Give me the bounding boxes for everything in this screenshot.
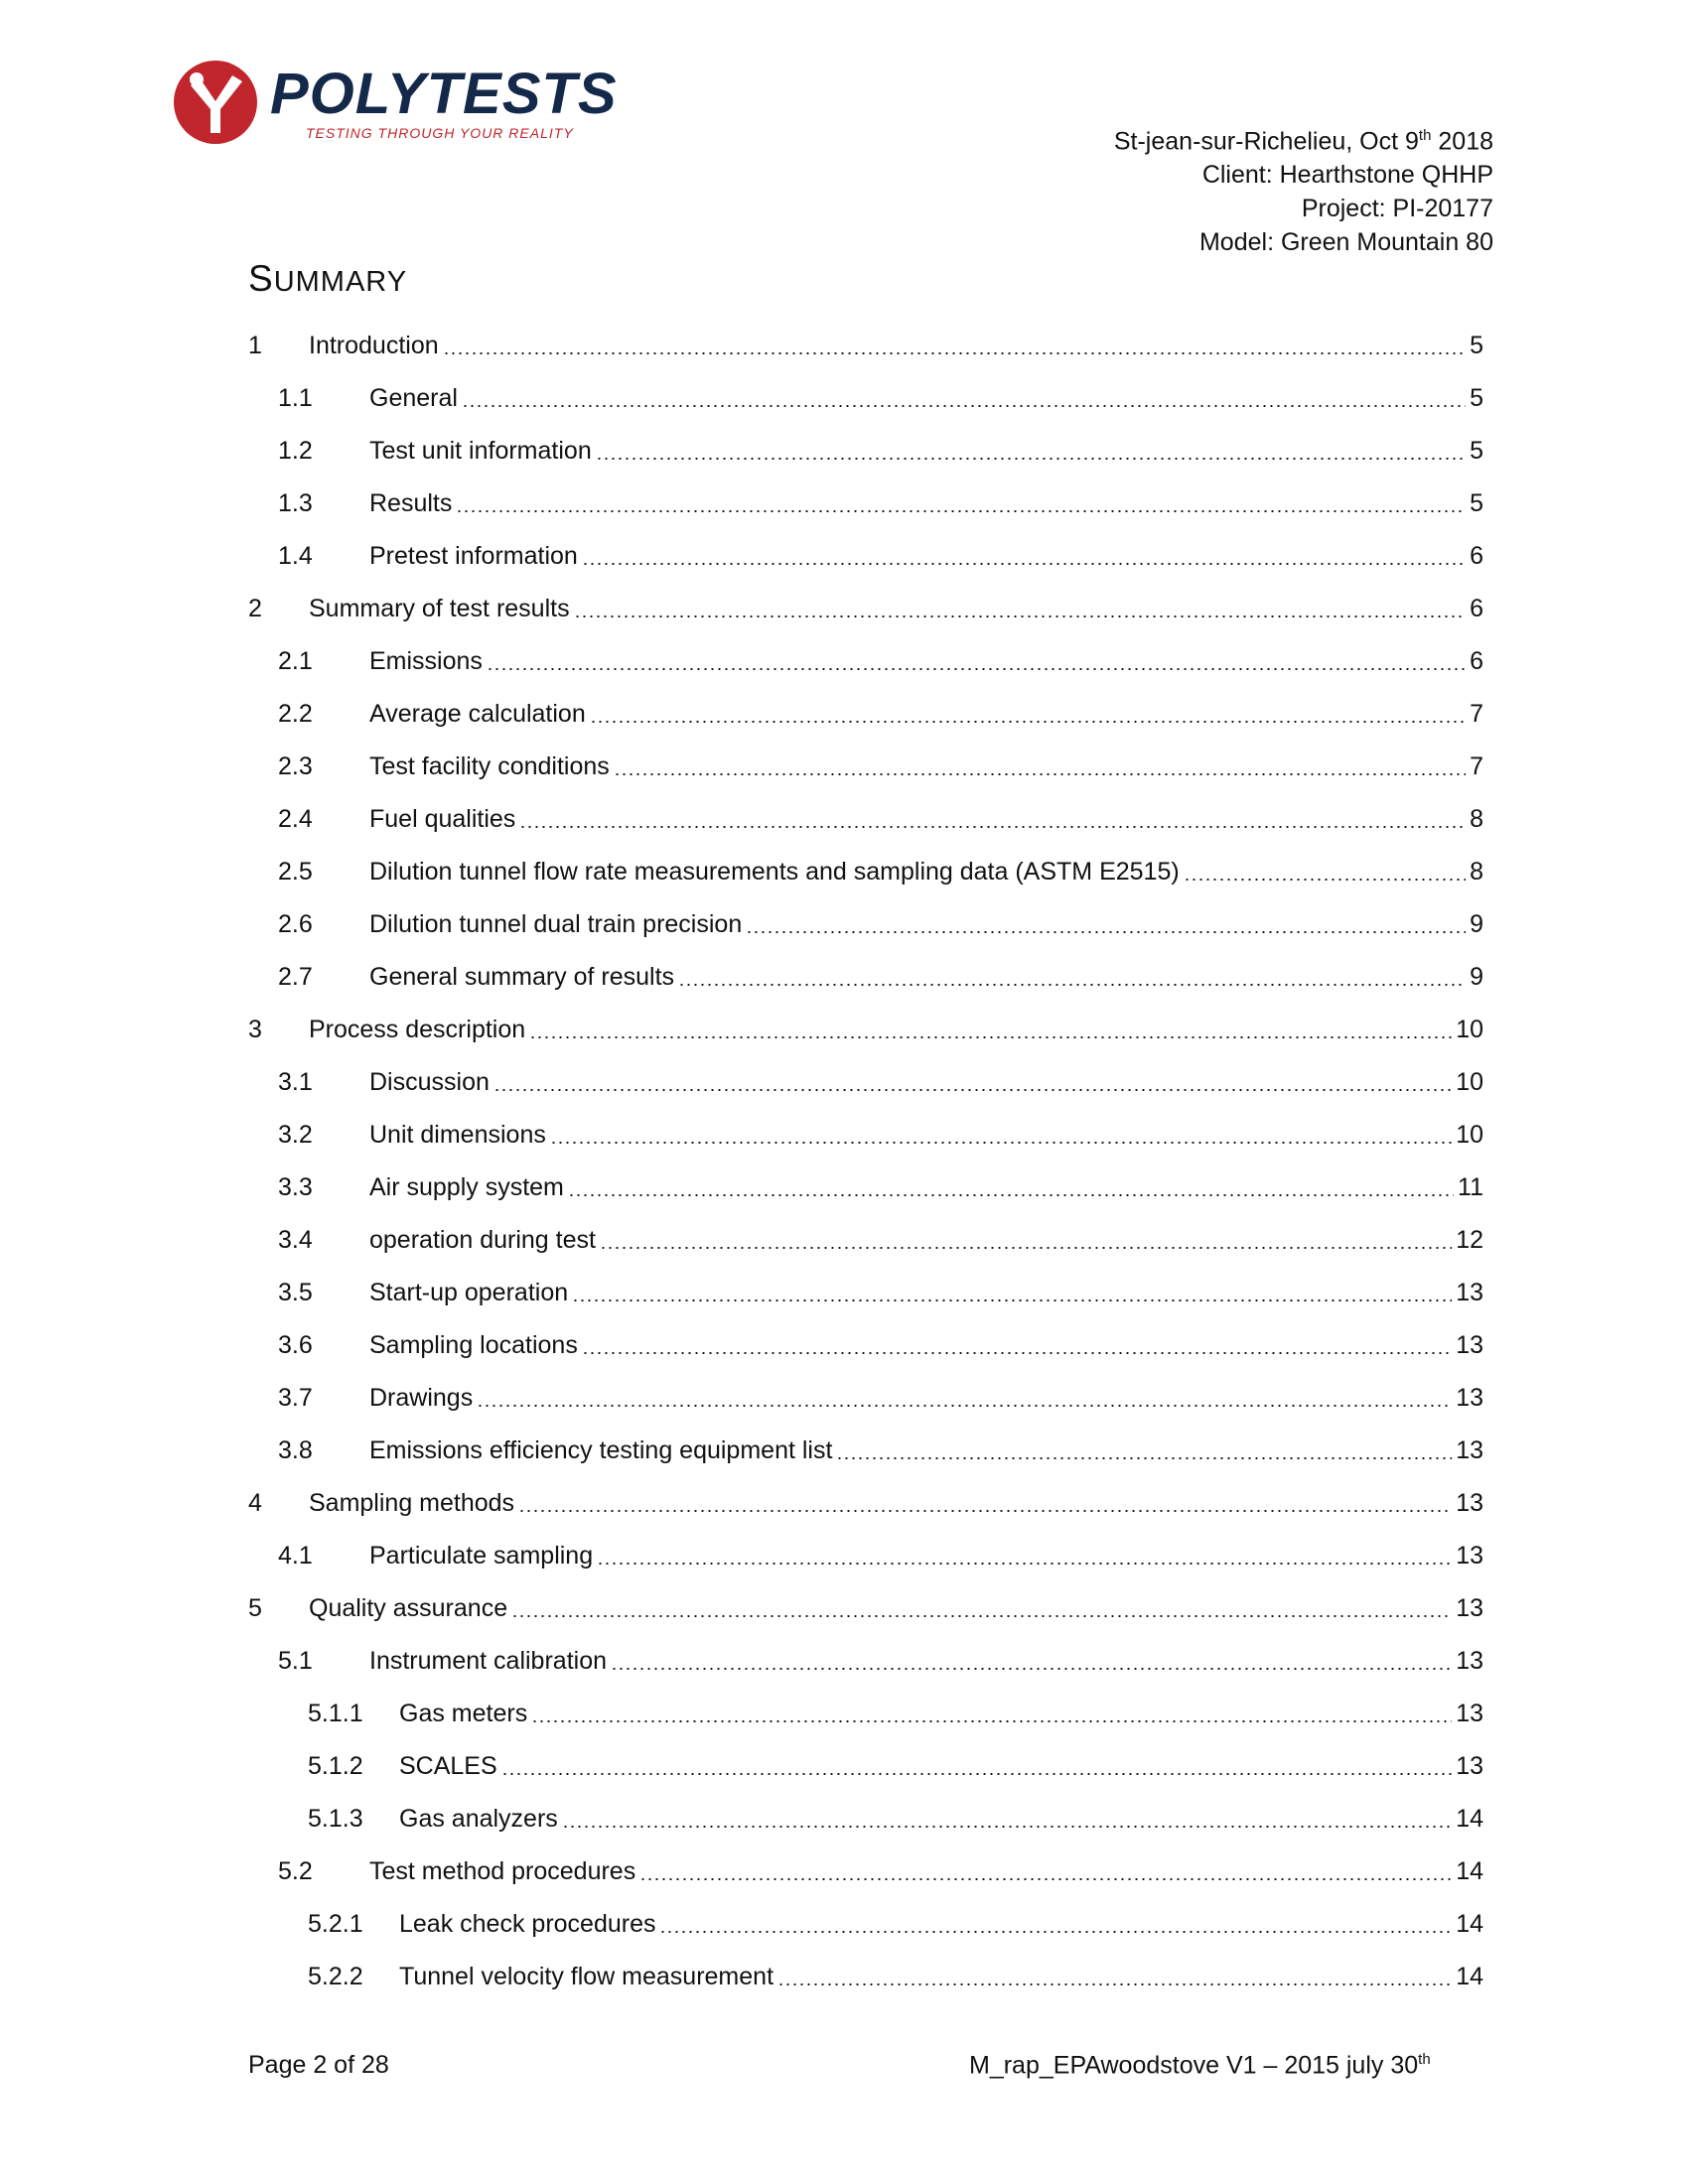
toc-entry-title: Emissions bbox=[369, 647, 483, 675]
toc-entry-title: Test unit information bbox=[369, 437, 592, 465]
toc-entry-number: 1.2 bbox=[278, 437, 313, 465]
header-info bbox=[1114, 119, 1493, 259]
toc-entry-number: 3 bbox=[248, 1016, 262, 1043]
toc-entry-title: Sampling locations bbox=[369, 1331, 578, 1359]
toc-dot-leader bbox=[1184, 879, 1466, 881]
toc-entry-page: 11 bbox=[1458, 1173, 1483, 1201]
toc-entry-title: Dilution tunnel flow rate measurements and sampling data (ASTM E2515) bbox=[369, 858, 1180, 886]
toc-entry[interactable] bbox=[248, 1530, 1483, 1582]
toc-dot-leader bbox=[568, 1194, 1454, 1196]
toc-entry-page: 8 bbox=[1470, 805, 1483, 833]
toc-entry[interactable] bbox=[248, 1372, 1483, 1425]
logo-tagline: TESTING THROUGH YOUR REALITY bbox=[306, 125, 574, 141]
toc-entry[interactable] bbox=[248, 1319, 1483, 1372]
toc-entry[interactable] bbox=[248, 1582, 1483, 1635]
toc-dot-leader bbox=[518, 1510, 1452, 1512]
toc-entry-number: 3.7 bbox=[278, 1384, 313, 1412]
toc-entry-page: 14 bbox=[1456, 1857, 1483, 1885]
polytests-logo-icon bbox=[171, 58, 260, 147]
toc-entry-title: Results bbox=[369, 489, 453, 517]
toc-dot-leader bbox=[597, 1563, 1452, 1565]
toc-entry[interactable] bbox=[248, 635, 1483, 688]
toc-entry-title: SCALES bbox=[399, 1752, 497, 1780]
toc-entry-page: 7 bbox=[1470, 752, 1483, 780]
toc-entry-page: 13 bbox=[1456, 1279, 1483, 1306]
toc-entry-page: 13 bbox=[1456, 1594, 1483, 1622]
toc-entry[interactable] bbox=[248, 846, 1483, 898]
toc-entry[interactable] bbox=[248, 1793, 1483, 1845]
toc-entry-page: 14 bbox=[1456, 1910, 1483, 1938]
toc-entry-title: Instrument calibration bbox=[369, 1647, 608, 1675]
toc-entry-number: 5.2.1 bbox=[308, 1910, 363, 1938]
toc-entry-title: Start-up operation bbox=[369, 1279, 569, 1306]
toc-entry-number: 5.2 bbox=[278, 1857, 313, 1885]
toc-entry[interactable] bbox=[248, 1004, 1483, 1056]
toc-entry-number: 2.3 bbox=[278, 752, 313, 780]
toc-dot-leader bbox=[678, 984, 1466, 986]
toc-entry[interactable] bbox=[248, 1477, 1483, 1530]
toc-entry-page: 10 bbox=[1456, 1016, 1483, 1043]
toc-dot-leader bbox=[659, 1931, 1452, 1933]
toc-entry-number: 1.3 bbox=[278, 489, 313, 517]
toc-entry[interactable] bbox=[248, 530, 1483, 583]
toc-entry-number: 3.6 bbox=[278, 1331, 313, 1359]
toc-entry-title: Introduction bbox=[309, 332, 439, 359]
toc-entry-number: 3.2 bbox=[278, 1121, 313, 1149]
toc-entry-page: 13 bbox=[1456, 1384, 1483, 1412]
toc-entry-number: 5.1.1 bbox=[308, 1700, 363, 1727]
toc-dot-leader bbox=[531, 1720, 1452, 1722]
client-line: Client: Hearthstone QHHP bbox=[1201, 161, 1493, 190]
toc-dot-leader bbox=[596, 458, 1466, 460]
toc-entry[interactable] bbox=[248, 478, 1483, 530]
toc-entry-page: 5 bbox=[1470, 437, 1483, 465]
toc-entry-title: General summary of results bbox=[369, 963, 675, 991]
toc-entry[interactable] bbox=[248, 1635, 1483, 1688]
toc-entry-number: 5.1.2 bbox=[308, 1752, 363, 1780]
toc-dot-leader bbox=[836, 1457, 1452, 1459]
toc-entry-page: 5 bbox=[1470, 489, 1483, 517]
toc-entry-page: 13 bbox=[1456, 1436, 1483, 1464]
toc-dot-leader bbox=[477, 1405, 1452, 1407]
toc-entry-title: Unit dimensions bbox=[369, 1121, 546, 1149]
toc-entry-title: Pretest information bbox=[369, 542, 578, 570]
toc-entry-number: 3.4 bbox=[278, 1226, 313, 1254]
toc-entry-page: 6 bbox=[1470, 595, 1483, 622]
toc-dot-leader bbox=[562, 1826, 1452, 1828]
toc-entry-title: Dilution tunnel dual train precision bbox=[369, 910, 743, 938]
toc-entry-title: Test facility conditions bbox=[369, 752, 610, 780]
toc-entry-page: 13 bbox=[1456, 1331, 1483, 1359]
toc-entry-number: 5.1.3 bbox=[308, 1805, 363, 1833]
toc-entry-title: Discussion bbox=[369, 1068, 490, 1096]
toc-entry-page: 13 bbox=[1456, 1752, 1483, 1780]
toc-entry-page: 10 bbox=[1456, 1068, 1483, 1096]
toc-dot-leader bbox=[493, 1089, 1452, 1091]
toc-entry-page: 6 bbox=[1470, 542, 1483, 570]
toc-entry[interactable] bbox=[248, 1845, 1483, 1898]
toc-entry[interactable] bbox=[248, 1740, 1483, 1793]
project-line: Project: PI-20177 bbox=[1301, 195, 1493, 223]
toc-entry-page: 7 bbox=[1470, 700, 1483, 728]
toc-entry-page: 13 bbox=[1456, 1700, 1483, 1727]
toc-entry-title: Particulate sampling bbox=[369, 1542, 594, 1570]
toc-entry-title: operation during test bbox=[369, 1226, 596, 1254]
toc-entry-number: 2.6 bbox=[278, 910, 313, 938]
toc-entry-page: 14 bbox=[1456, 1963, 1483, 1990]
toc-entry[interactable] bbox=[248, 1688, 1483, 1740]
toc-entry-page: 9 bbox=[1470, 910, 1483, 938]
toc-entry-number: 3.8 bbox=[278, 1436, 313, 1464]
toc-entry[interactable] bbox=[248, 1951, 1483, 2003]
toc-dot-leader bbox=[574, 615, 1467, 617]
toc-entry-page: 13 bbox=[1456, 1489, 1483, 1517]
toc-entry-number: 2.4 bbox=[278, 805, 313, 833]
toc-entry-number: 3.5 bbox=[278, 1279, 313, 1306]
toc-entry-title: Summary of test results bbox=[309, 595, 570, 622]
toc-dot-leader bbox=[511, 1615, 1452, 1617]
toc-dot-leader bbox=[777, 1983, 1452, 1985]
toc-entry[interactable] bbox=[248, 793, 1483, 846]
logo-wordmark: POLYTESTS bbox=[270, 62, 618, 126]
toc-dot-leader bbox=[456, 510, 1466, 512]
toc-entry[interactable] bbox=[248, 1214, 1483, 1267]
polytests-logo bbox=[171, 58, 628, 147]
toc-entry[interactable] bbox=[248, 372, 1483, 425]
toc-entry-number: 4 bbox=[248, 1489, 262, 1517]
toc-entry-title: General bbox=[369, 384, 458, 412]
toc-entry[interactable] bbox=[248, 1109, 1483, 1161]
toc-entry[interactable] bbox=[248, 583, 1483, 635]
toc-entry-number: 1 bbox=[248, 332, 262, 359]
toc-entry-number: 1.1 bbox=[278, 384, 313, 412]
toc-entry[interactable] bbox=[248, 741, 1483, 793]
toc-entry-title: Fuel qualities bbox=[369, 805, 516, 833]
toc-dot-leader bbox=[462, 405, 1466, 407]
toc-entry[interactable] bbox=[248, 1425, 1483, 1477]
toc-dot-leader bbox=[443, 352, 1466, 354]
toc-dot-leader bbox=[550, 1142, 1452, 1144]
toc-entry-page: 6 bbox=[1470, 647, 1483, 675]
toc-dot-leader bbox=[746, 931, 1466, 933]
toc-entry-page: 13 bbox=[1456, 1542, 1483, 1570]
toc-entry-title: Emissions efficiency testing equipment list bbox=[369, 1436, 833, 1464]
toc-dot-leader bbox=[639, 1878, 1452, 1880]
toc-entry[interactable] bbox=[248, 1161, 1483, 1214]
toc-entry[interactable] bbox=[248, 1898, 1483, 1951]
page-title: SUMMARY bbox=[248, 258, 408, 299]
toc-dot-leader bbox=[600, 1247, 1452, 1249]
toc-entry[interactable] bbox=[248, 320, 1483, 372]
toc-dot-leader bbox=[529, 1036, 1452, 1038]
toc-entry-page: 5 bbox=[1470, 332, 1483, 359]
footer-page-number: Page 2 of 28 bbox=[248, 2051, 389, 2079]
toc-entry-title: Air supply system bbox=[369, 1173, 564, 1201]
toc-entry-number: 2 bbox=[248, 595, 262, 622]
toc-entry-number: 2.7 bbox=[278, 963, 313, 991]
toc-entry[interactable] bbox=[248, 1056, 1483, 1109]
toc-dot-leader bbox=[590, 721, 1466, 723]
model-line: Model: Green Mountain 80 bbox=[1198, 228, 1493, 257]
toc-entry-page: 9 bbox=[1470, 963, 1483, 991]
toc-entry[interactable] bbox=[248, 898, 1483, 951]
toc-entry-title: Leak check procedures bbox=[399, 1910, 656, 1938]
toc-entry-number: 3.3 bbox=[278, 1173, 313, 1201]
toc-entry-title: Sampling methods bbox=[309, 1489, 515, 1517]
toc-entry-number: 2.1 bbox=[278, 647, 313, 675]
toc-entry-title: Test method procedures bbox=[369, 1857, 636, 1885]
toc-entry-title: Gas analyzers bbox=[399, 1805, 558, 1833]
toc-dot-leader bbox=[582, 1352, 1452, 1354]
table-of-contents bbox=[248, 320, 1483, 2003]
toc-entry[interactable] bbox=[248, 688, 1483, 741]
toc-entry-number: 5.1 bbox=[278, 1647, 313, 1675]
toc-entry-number: 2.2 bbox=[278, 700, 313, 728]
toc-entry-number: 3.1 bbox=[278, 1068, 313, 1096]
toc-entry-number: 4.1 bbox=[278, 1542, 313, 1570]
footer-document-reference: M_rap_EPAwoodstove V1 – 2015 july 30th bbox=[969, 2051, 1431, 2080]
toc-entry-title: Process description bbox=[309, 1016, 526, 1043]
toc-entry-title: Tunnel velocity flow measurement bbox=[399, 1963, 774, 1990]
toc-dot-leader bbox=[501, 1773, 1453, 1775]
toc-dot-leader bbox=[487, 668, 1466, 670]
toc-entry-page: 10 bbox=[1456, 1121, 1483, 1149]
toc-entry-page: 13 bbox=[1456, 1647, 1483, 1675]
toc-entry-title: Gas meters bbox=[399, 1700, 528, 1727]
toc-entry-title: Quality assurance bbox=[309, 1594, 508, 1622]
toc-entry[interactable] bbox=[248, 1267, 1483, 1319]
toc-entry-title: Average calculation bbox=[369, 700, 586, 728]
toc-dot-leader bbox=[519, 826, 1466, 828]
location-date: St-jean-sur-Richelieu, Oct 9th 2018 bbox=[1113, 127, 1493, 156]
toc-entry-page: 12 bbox=[1456, 1226, 1483, 1254]
toc-entry-number: 5.2.2 bbox=[308, 1963, 363, 1990]
toc-entry-title: Drawings bbox=[369, 1384, 474, 1412]
toc-entry-number: 1.4 bbox=[278, 542, 313, 570]
toc-dot-leader bbox=[582, 563, 1466, 565]
toc-entry-page: 8 bbox=[1470, 858, 1483, 886]
toc-dot-leader bbox=[611, 1668, 1452, 1670]
toc-entry-number: 2.5 bbox=[278, 858, 313, 886]
toc-entry-page: 5 bbox=[1470, 384, 1483, 412]
toc-entry[interactable] bbox=[248, 425, 1483, 478]
toc-entry-page: 14 bbox=[1456, 1805, 1483, 1833]
toc-dot-leader bbox=[614, 773, 1466, 775]
toc-entry[interactable] bbox=[248, 951, 1483, 1004]
toc-entry-number: 5 bbox=[248, 1594, 262, 1622]
toc-dot-leader bbox=[572, 1299, 1452, 1301]
